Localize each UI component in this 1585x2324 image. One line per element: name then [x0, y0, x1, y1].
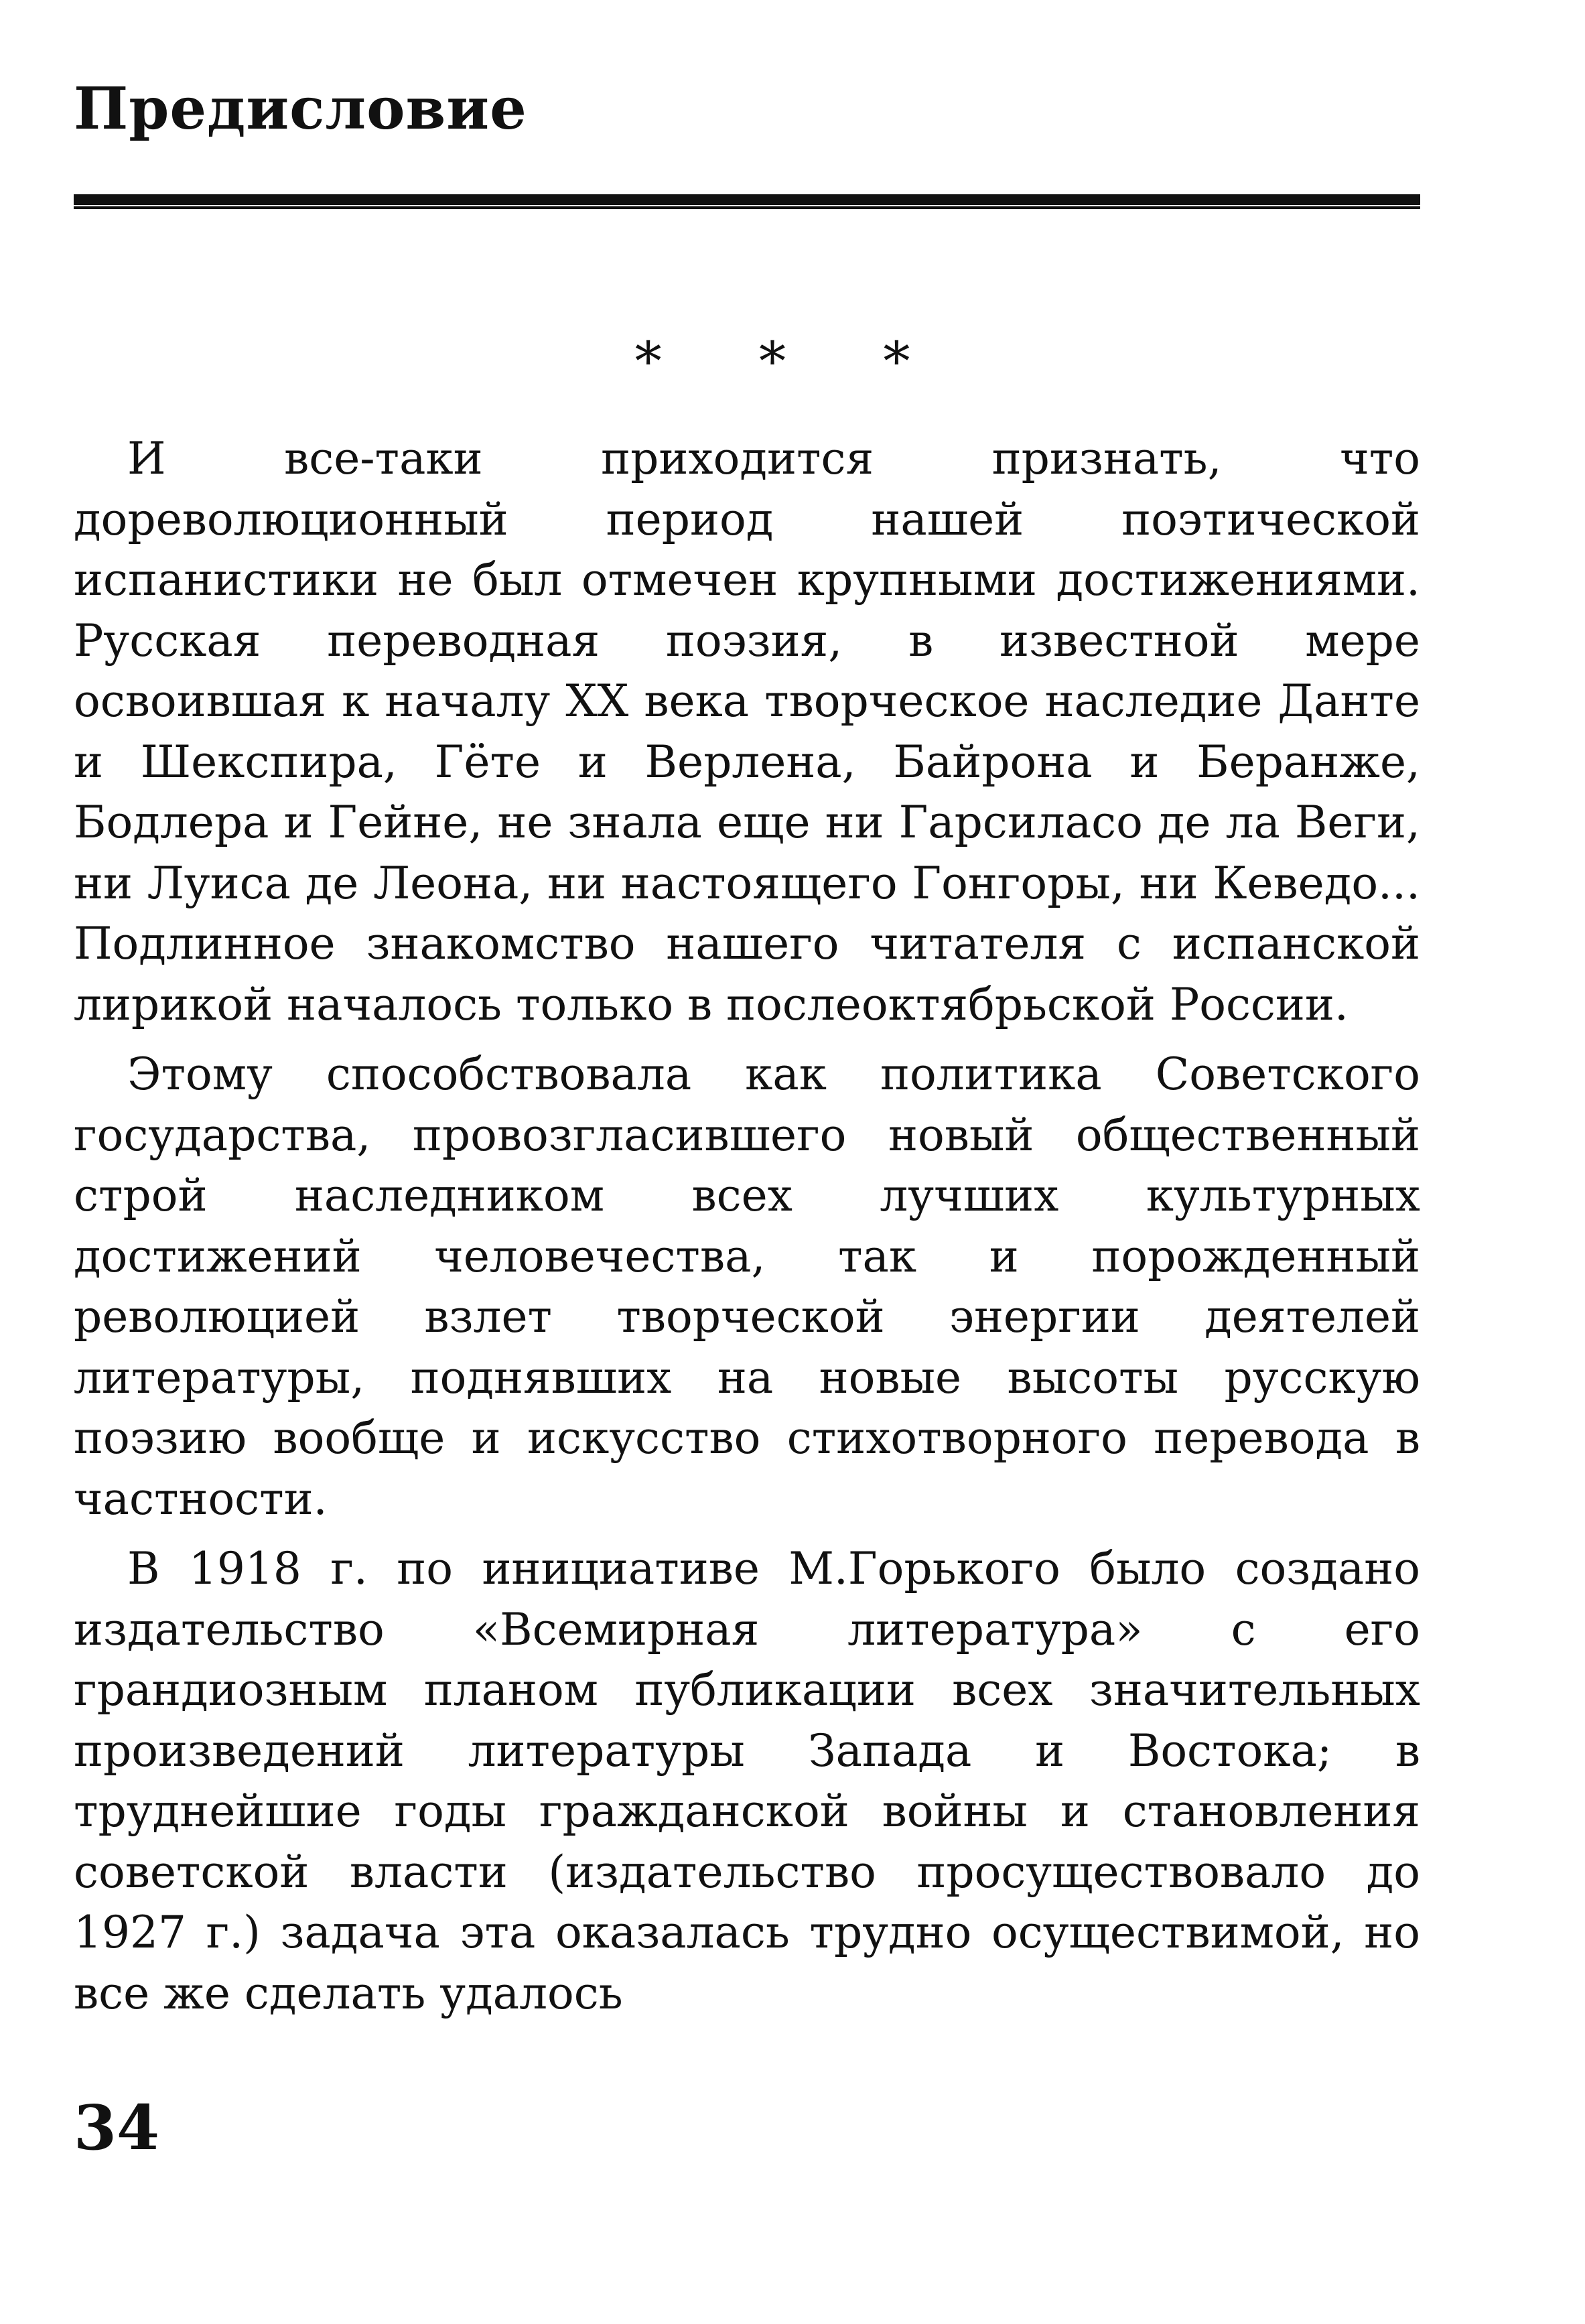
- section-break-asterisks: * * *: [634, 330, 951, 393]
- paragraph-2: Этому способствовала как политика Советского государства, провозгласившего новый общественный строй наследником всех лучших культурных достижений человечества, так и порожденный революцией взлет творческой энергии деятелей литературы, поднявших на новые высоты русскую поэзию вообще и искусство стихотворного перевода в частности.: [74, 1048, 1420, 1525]
- paragraph-3: В 1918 г. по инициативе М.Горького было создано издательство «Всемирная литература» с его грандиозным планом публикации всех значительных произведений литературы Запада и Востока; в труднейшие годы гражданской войны и становления советской власти (издательство просуществовало до 1927 г.) задача эта оказалась трудно осуществимой, но все же сделать удалось: [74, 1543, 1420, 2019]
- header-double-rule: [74, 194, 1420, 209]
- running-title: Предисловие: [74, 75, 527, 143]
- page-number: 34: [74, 2092, 160, 2164]
- paragraph-1: И все-таки приходится признать, что дореволюционный период нашей поэтической испанистики не был отмечен крупными достижениями. Русская переводная поэзия, в известной мере освоившая к началу XX века творческое наследие Данте и Шекспира, Гёте и Верлена, Байрона и Беранже, Бодлера и Гейне, не знала еще ни Гарсиласо де ла Веги, ни Луиса де Леона, ни настоящего Гонгоры, ни Кеведо... Подлинное знакомство нашего читателя с испанской лирикой началось только в послеоктябрьской России.: [74, 433, 1420, 1030]
- body-text: [74, 429, 1420, 2033]
